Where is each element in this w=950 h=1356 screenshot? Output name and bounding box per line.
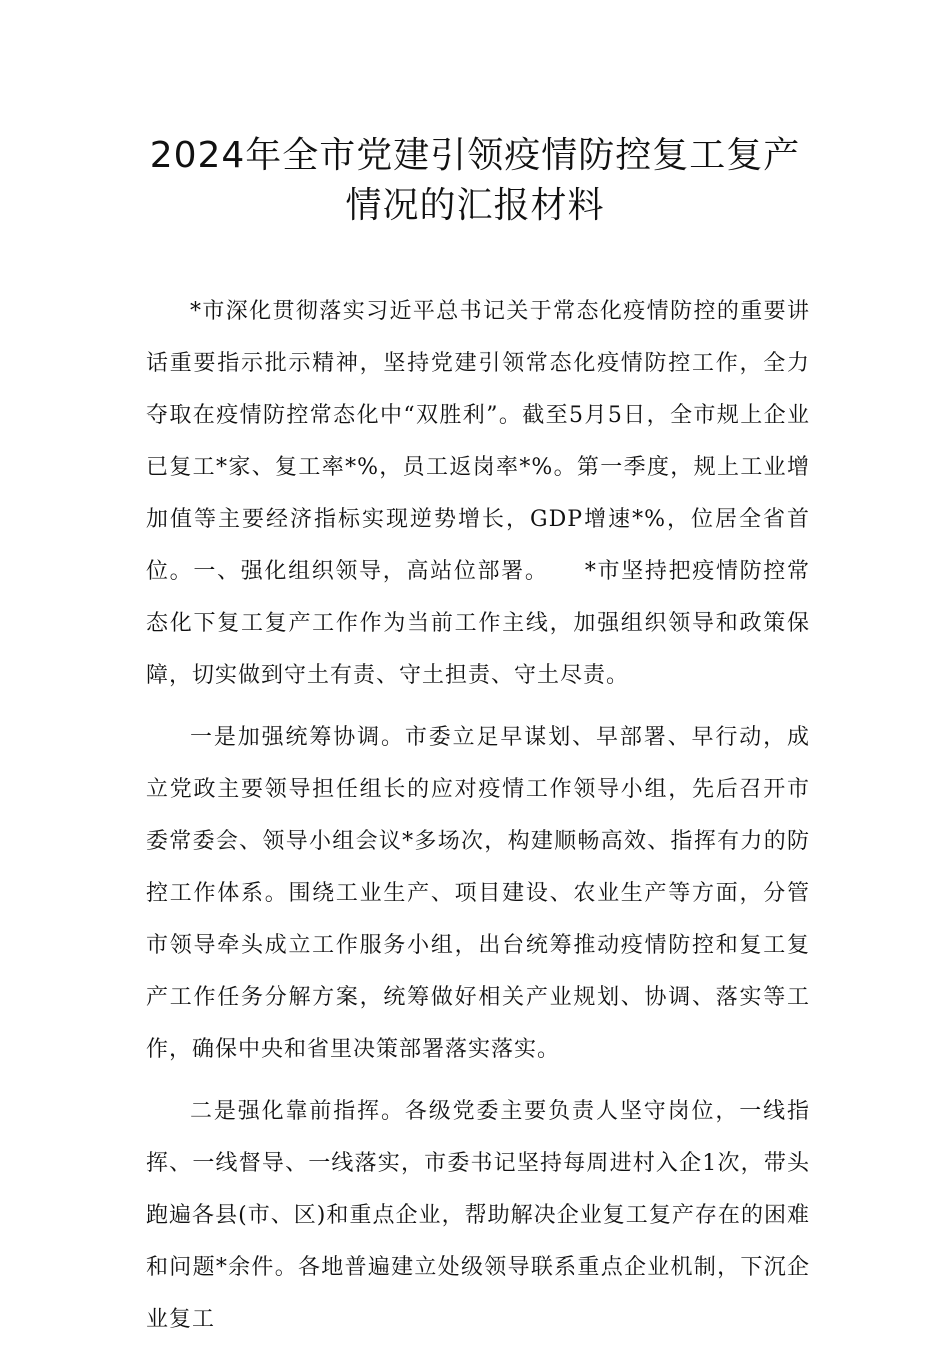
document-title-line-2: 情况的汇报材料 [345, 185, 605, 226]
paragraph-2: 一是加强统筹协调。市委立足早谋划、早部署、早行动，成立党政主要领导担任组长的应对疫情工作领导小组，先后召开市委常委会、领导小组会议*多场次，构建顺畅高效、指挥有力的防控工作体系。围绕工业生产、项目建设、农业生产等方面，分管市领导牵头成立工作服务小组，出台统筹推动疫情防控和复工复产工作任务分解方案，统筹做好相关产业规划、协调、落实等工作，确保中央和省里决策部署落实落实。 [146, 725, 810, 1062]
document-body [146, 286, 810, 1356]
paragraph-3: 二是强化靠前指挥。各级党委主要负责人坚守岗位，一线指挥、一线督导、一线落实，市委书记坚持每周进村入企1次，带头跑遍各县(市、区)和重点企业，帮助解决企业复工复产存在的困难和问题*余件。各地普遍建立处级领导联系重点企业机制，下沉企业复工 [146, 1099, 810, 1332]
paragraph-1: *市深化贯彻落实习近平总书记关于常态化疫情防控的重要讲话重要指示批示精神，坚持党建引领常态化疫情防控工作，全力夺取在疫情防控常态化中“双胜利”。截至5月5日，全市规上企业已复工*家、复工率*%，员工返岗率*%。第一季度，规上工业增加值等主要经济指标实现逆势增长，GDP增速*%，位居全省首位。一、强化组织领导，高站位部署。 *市坚持把疫情防控常态化下复工复产工作作为当前工作主线，加强组织领导和政策保障，切实做到守土有责、守土担责、守土尽责。 [146, 299, 810, 688]
document-title-line-1: 2024年全市党建引领疫情防控复工复产 [149, 135, 801, 176]
